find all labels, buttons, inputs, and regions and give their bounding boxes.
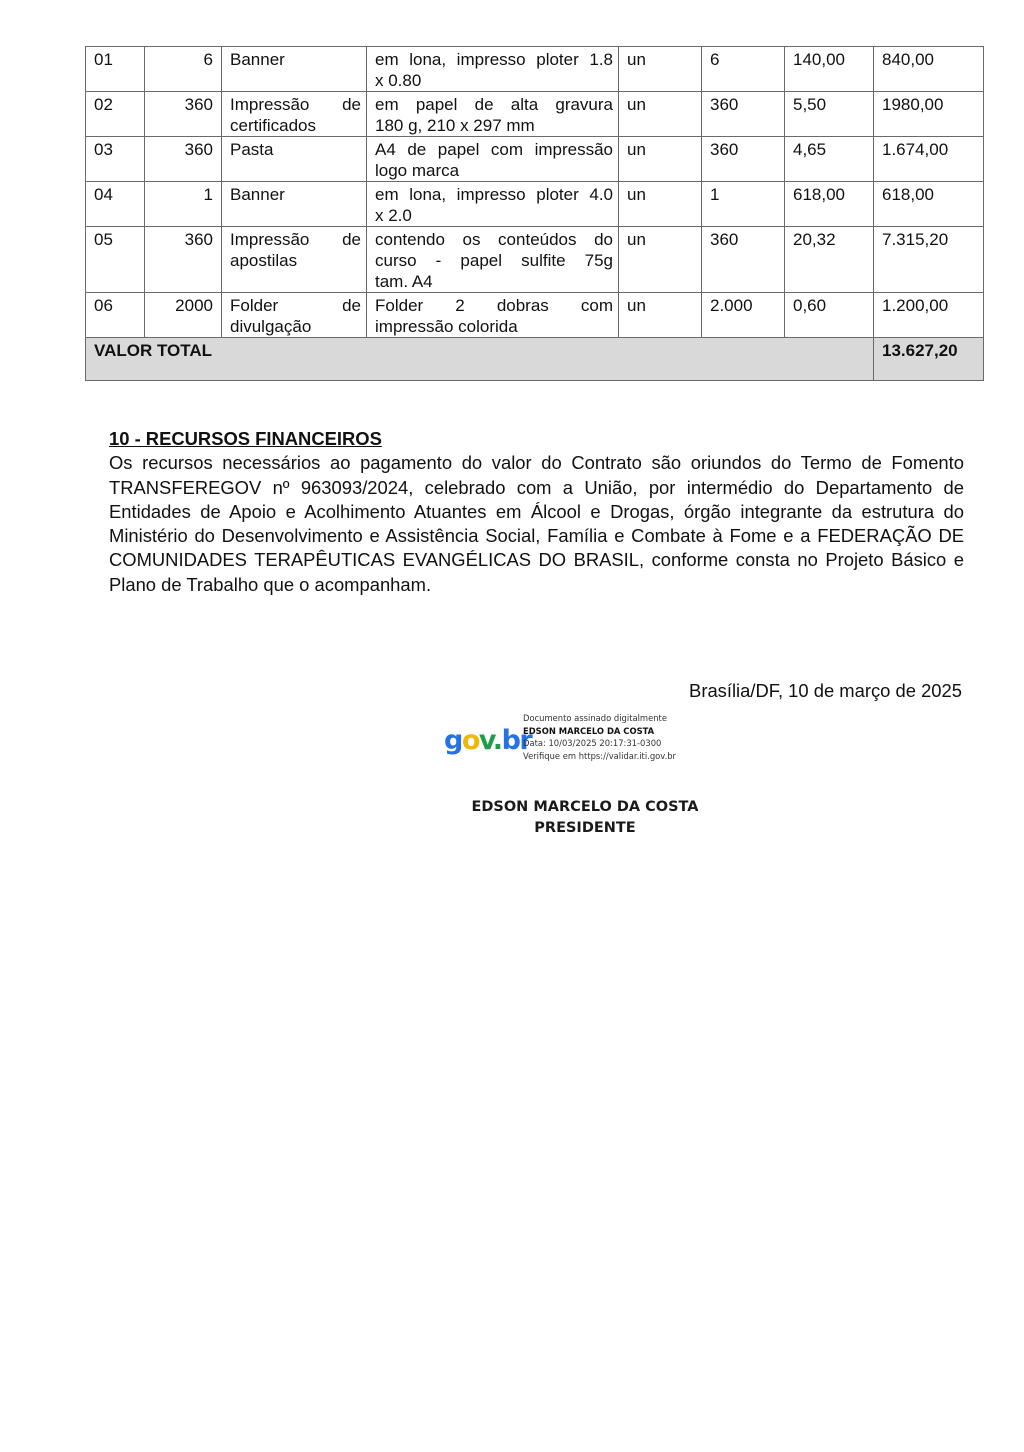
cell-item: 04 bbox=[86, 182, 145, 227]
total-value: 13.627,20 bbox=[874, 338, 984, 381]
cell-quantity: 360 bbox=[145, 92, 222, 137]
table-row bbox=[86, 227, 984, 293]
cell-total: 840,00 bbox=[874, 47, 984, 92]
cell-description-name bbox=[222, 137, 367, 182]
cell-specification-line: A4 de papel com impressão bbox=[375, 140, 613, 159]
signature-signer: EDSON MARCELO DA COSTA bbox=[523, 725, 655, 736]
cell-description-name-line: Banner bbox=[230, 50, 285, 69]
cell-unit: un bbox=[619, 92, 702, 137]
cell-description-name bbox=[222, 47, 367, 92]
cell-description-name-line: certificados bbox=[230, 116, 316, 135]
cell-description-name bbox=[222, 293, 367, 338]
table-row bbox=[86, 293, 984, 338]
cell-quantity: 1 bbox=[145, 182, 222, 227]
cell-description-name bbox=[222, 227, 367, 293]
signature-date: Data: 10/03/2025 20:17:31-0300 bbox=[523, 738, 662, 748]
cell-unit: un bbox=[619, 293, 702, 338]
cell-item: 01 bbox=[86, 47, 145, 92]
signature-verify-link: Verifique em https://validar.iti.gov.br bbox=[523, 750, 676, 761]
cell-specification-line: em lona, impresso ploter 1.8 bbox=[375, 50, 613, 69]
cell-description-name-line: Impressão de bbox=[230, 95, 361, 114]
cell-quantity: 2000 bbox=[145, 293, 222, 338]
cell-item: 03 bbox=[86, 137, 145, 182]
section-recursos-financeiros bbox=[109, 427, 964, 597]
cell-unit: un bbox=[619, 182, 702, 227]
cell-amount: 2.000 bbox=[702, 293, 785, 338]
section-title-text: - RECURSOS FINANCEIROS bbox=[129, 428, 382, 449]
cell-item: 02 bbox=[86, 92, 145, 137]
cell-quantity: 360 bbox=[145, 137, 222, 182]
cell-total: 1.674,00 bbox=[874, 137, 984, 182]
cell-specification-line: contendo os conteúdos do bbox=[375, 230, 613, 249]
cell-specification-line: em lona, impresso ploter 4.0 bbox=[375, 185, 613, 204]
cell-item: 05 bbox=[86, 227, 145, 293]
cell-specification bbox=[367, 47, 619, 92]
cell-description-name-line: divulgação bbox=[230, 317, 312, 336]
cell-specification-line: Folder 2 dobras com bbox=[375, 296, 613, 315]
cell-unit-price: 20,32 bbox=[785, 227, 874, 293]
total-row bbox=[86, 338, 984, 381]
signature-heading: Documento assinado digitalmente bbox=[523, 713, 667, 723]
table-row bbox=[86, 182, 984, 227]
cell-unit: un bbox=[619, 137, 702, 182]
cell-description-name-line: Folder de bbox=[230, 296, 361, 315]
cell-unit-price: 0,60 bbox=[785, 293, 874, 338]
total-label: VALOR TOTAL bbox=[86, 338, 874, 381]
cell-item: 06 bbox=[86, 293, 145, 338]
cell-total: 7.315,20 bbox=[874, 227, 984, 293]
cell-amount: 360 bbox=[702, 92, 785, 137]
section-number: 10 bbox=[109, 428, 130, 449]
signature-details bbox=[523, 712, 676, 762]
place-date: Brasília/DF, 10 de março de 2025 bbox=[689, 680, 962, 701]
cell-total: 1980,00 bbox=[874, 92, 984, 137]
cell-specification bbox=[367, 227, 619, 293]
cell-total: 618,00 bbox=[874, 182, 984, 227]
cell-specification-line: x 2.0 bbox=[375, 206, 412, 225]
cell-quantity: 360 bbox=[145, 227, 222, 293]
signer-role: PRESIDENTE bbox=[534, 820, 636, 836]
cell-specification bbox=[367, 92, 619, 137]
cell-unit-price: 140,00 bbox=[785, 47, 874, 92]
cell-specification-line: logo marca bbox=[375, 161, 460, 180]
cell-specification bbox=[367, 293, 619, 338]
table-row bbox=[86, 92, 984, 137]
cell-specification-line: 180 g, 210 x 297 mm bbox=[375, 116, 535, 135]
govbr-logo-icon: gov.br bbox=[444, 725, 532, 756]
cell-unit: un bbox=[619, 227, 702, 293]
cell-total: 1.200,00 bbox=[874, 293, 984, 338]
table-row bbox=[86, 47, 984, 92]
cell-specification bbox=[367, 137, 619, 182]
cell-specification-line: impressão colorida bbox=[375, 317, 518, 336]
cell-amount: 1 bbox=[702, 182, 785, 227]
signer-name: EDSON MARCELO DA COSTA bbox=[471, 799, 699, 815]
cell-specification-line: curso - papel sulfite 75g bbox=[375, 251, 613, 270]
cell-amount: 6 bbox=[702, 47, 785, 92]
section-title bbox=[109, 427, 964, 451]
cell-description-name-line: Banner bbox=[230, 185, 285, 204]
cell-unit-price: 5,50 bbox=[785, 92, 874, 137]
cell-unit-price: 618,00 bbox=[785, 182, 874, 227]
cell-description-name bbox=[222, 92, 367, 137]
cell-specification-line: tam. A4 bbox=[375, 272, 433, 291]
cell-description-name bbox=[222, 182, 367, 227]
table-row bbox=[86, 137, 984, 182]
cell-specification-line: x 0.80 bbox=[375, 71, 422, 90]
cell-amount: 360 bbox=[702, 137, 785, 182]
cell-description-name-line: apostilas bbox=[230, 251, 298, 270]
cell-amount: 360 bbox=[702, 227, 785, 293]
cell-specification-line: em papel de alta gravura bbox=[375, 95, 613, 114]
cell-quantity: 6 bbox=[145, 47, 222, 92]
digital-signature-stamp bbox=[442, 712, 702, 772]
cell-unit: un bbox=[619, 47, 702, 92]
section-body: Os recursos necessários ao pagamento do valor do Contrato são oriundos do Termo de Fomento TRANSFEREGOV nº 963093/2024, celebrado com a União, por intermédio do Departamento de Entidades de Apoio e Acolhimento Atuantes em Álcool e Drogas, órgão integrante da estrutura do Ministério do Desenvolvimento e Assistência Social, Família e Combate à Fome e a FEDERAÇÃO DE COMUNIDADES TERAPÊUTICAS EVANGÉLICAS DO BRASIL, conforme consta no Projeto Básico e Plano de Trabalho que o acompanham. bbox=[109, 452, 964, 595]
cell-specification bbox=[367, 182, 619, 227]
signer-block bbox=[0, 797, 1024, 839]
cell-description-name-line: Impressão de bbox=[230, 230, 361, 249]
items-table bbox=[85, 46, 984, 381]
cell-description-name-line: Pasta bbox=[230, 140, 274, 159]
cell-unit-price: 4,65 bbox=[785, 137, 874, 182]
